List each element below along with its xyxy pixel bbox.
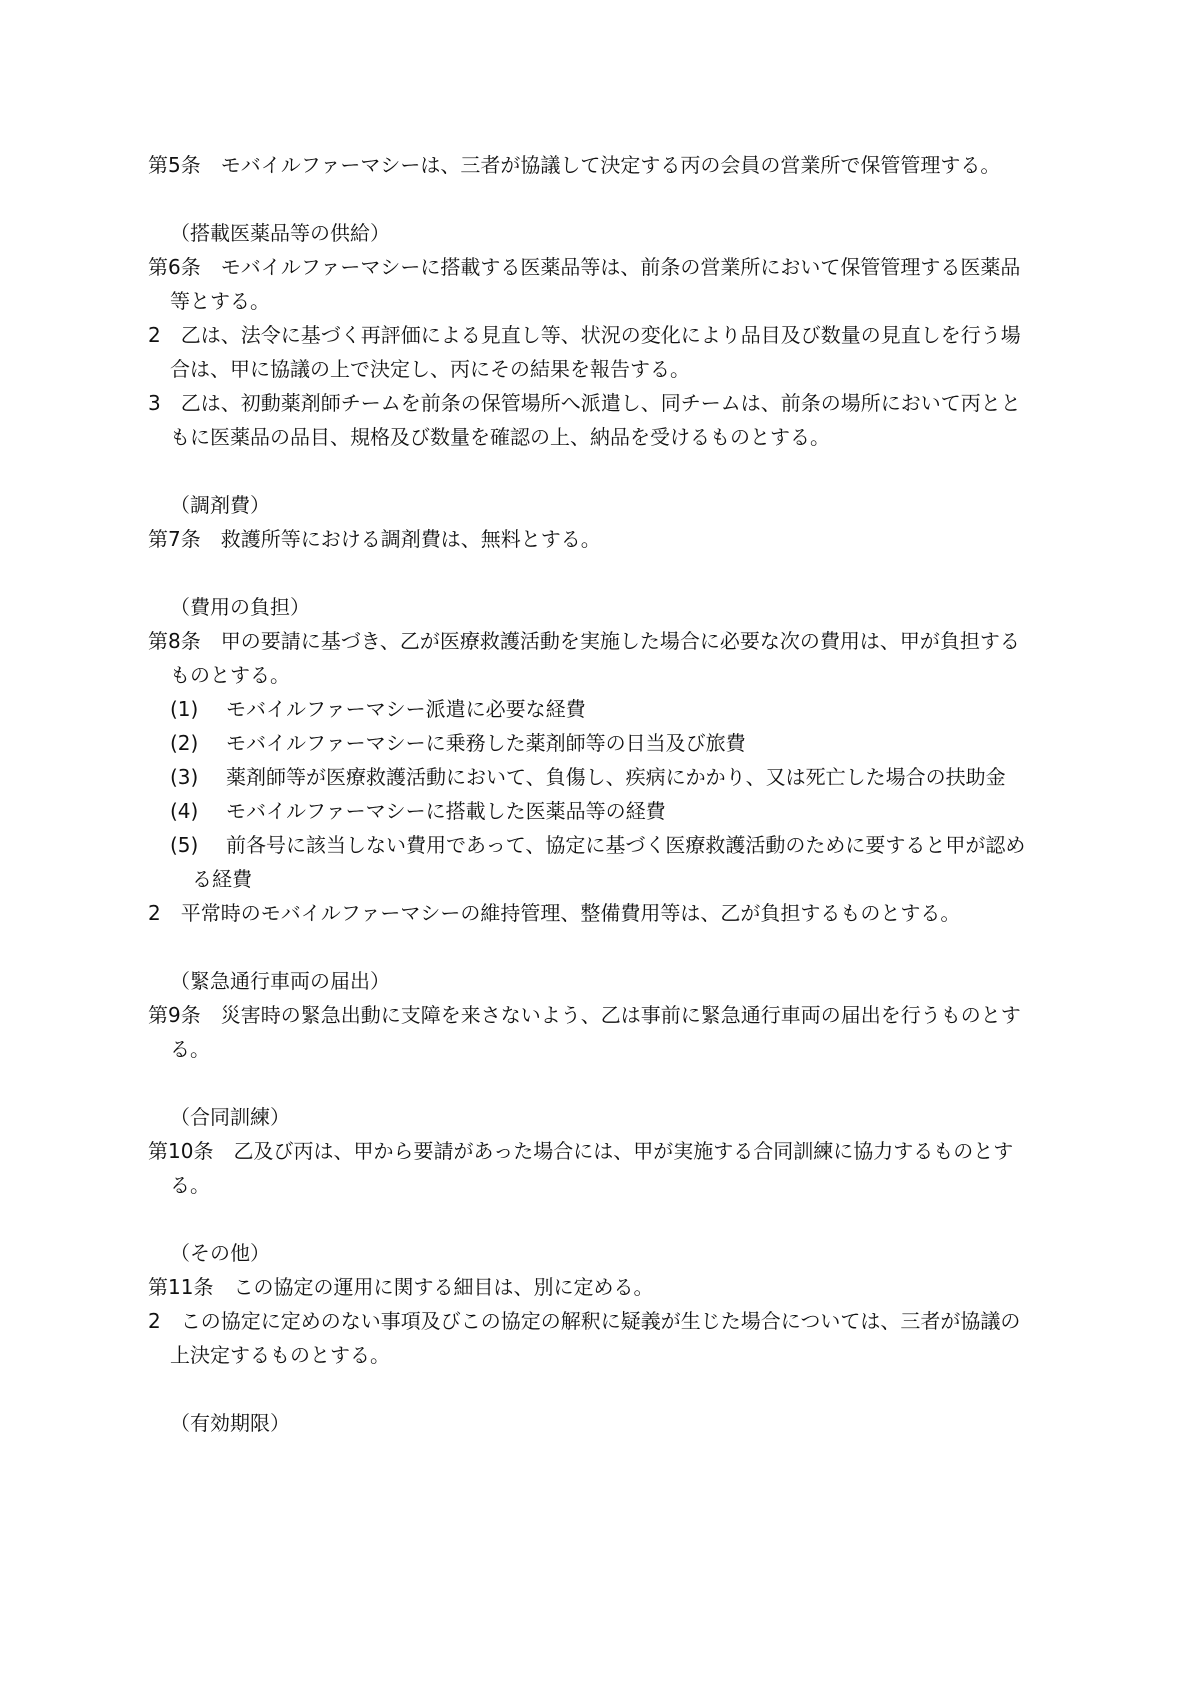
spacer <box>148 1066 1038 1100</box>
item-text: 前各号に該当しない費用であって、協定に基づく医療救護活動のために要すると甲が認める経費 <box>192 833 1026 891</box>
article-8-item-5 <box>148 828 1038 896</box>
item-text: モバイルファーマシーに乗務した薬剤師等の日当及び旅費 <box>226 731 746 755</box>
article-8-heading: （費用の負担） <box>170 595 310 619</box>
article-8-item-1 <box>148 692 1038 726</box>
item-number: (2) <box>170 731 199 755</box>
article-7: 第7条 救護所等における調剤費は、無料とする。 <box>148 527 601 551</box>
item-number: (4) <box>170 799 199 823</box>
item-number: (5) <box>170 833 199 857</box>
article-8-paragraph-2: 2 平常時のモバイルファーマシーの維持管理、整備費用等は、乙が負担するものとする。 <box>148 901 961 925</box>
spacer <box>148 930 1038 964</box>
article-8-item-3 <box>148 760 1038 794</box>
article-11-paragraph-2: 2 この協定に定めのない事項及びこの協定の解釈に疑義が生じた場合については、三者が協議の上決定するものとする。 <box>148 1309 1021 1367</box>
article-8-item-2 <box>148 726 1038 760</box>
article-6-heading: （搭載医薬品等の供給） <box>170 221 390 245</box>
article-8-item-4 <box>148 794 1038 828</box>
spacer <box>148 1202 1038 1236</box>
article-11: 第11条 この協定の運用に関する細目は、別に定める。 <box>148 1275 654 1299</box>
article-7-heading: （調剤費） <box>170 493 270 517</box>
article-6: 第6条 モバイルファーマシーに搭載する医薬品等は、前条の営業所において保管管理する医薬品等とする。 <box>148 255 1021 313</box>
article-11-heading: （その他） <box>170 1241 270 1265</box>
spacer <box>148 1372 1038 1406</box>
article-10-heading: （合同訓練） <box>170 1105 290 1129</box>
item-number: (3) <box>170 765 199 789</box>
spacer <box>148 182 1038 216</box>
article-5: 第5条 モバイルファーマシーは、三者が協議して決定する丙の会員の営業所で保管管理する。 <box>148 153 1001 177</box>
spacer <box>148 556 1038 590</box>
item-text: 薬剤師等が医療救護活動において、負傷し、疾病にかかり、又は死亡した場合の扶助金 <box>226 765 1006 789</box>
article-8: 第8条 甲の要請に基づき、乙が医療救護活動を実施した場合に必要な次の費用は、甲が負担するものとする。 <box>148 629 1020 687</box>
item-text: モバイルファーマシー派遣に必要な経費 <box>226 697 586 721</box>
item-number: (1) <box>170 697 199 721</box>
article-10: 第10条 乙及び丙は、甲から要請があった場合には、甲が実施する合同訓練に協力するものとする。 <box>148 1139 1014 1197</box>
article-9-heading: （緊急通行車両の届出） <box>170 969 390 993</box>
item-text: モバイルファーマシーに搭載した医薬品等の経費 <box>226 799 666 823</box>
article-9: 第9条 災害時の緊急出動に支障を来さないよう、乙は事前に緊急通行車両の届出を行うものとする。 <box>148 1003 1021 1061</box>
article-6-paragraph-3: 3 乙は、初動薬剤師チームを前条の保管場所へ派遣し、同チームは、前条の場所において丙とともに医薬品の品目、規格及び数量を確認の上、納品を受けるものとする。 <box>148 391 1021 449</box>
article-12-heading: （有効期限） <box>170 1411 290 1435</box>
spacer <box>148 454 1038 488</box>
article-6-paragraph-2: 2 乙は、法令に基づく再評価による見直し等、状況の変化により品目及び数量の見直しを行う場合は、甲に協議の上で決定し、丙にその結果を報告する。 <box>148 323 1021 381</box>
document-page <box>148 148 1038 1440</box>
